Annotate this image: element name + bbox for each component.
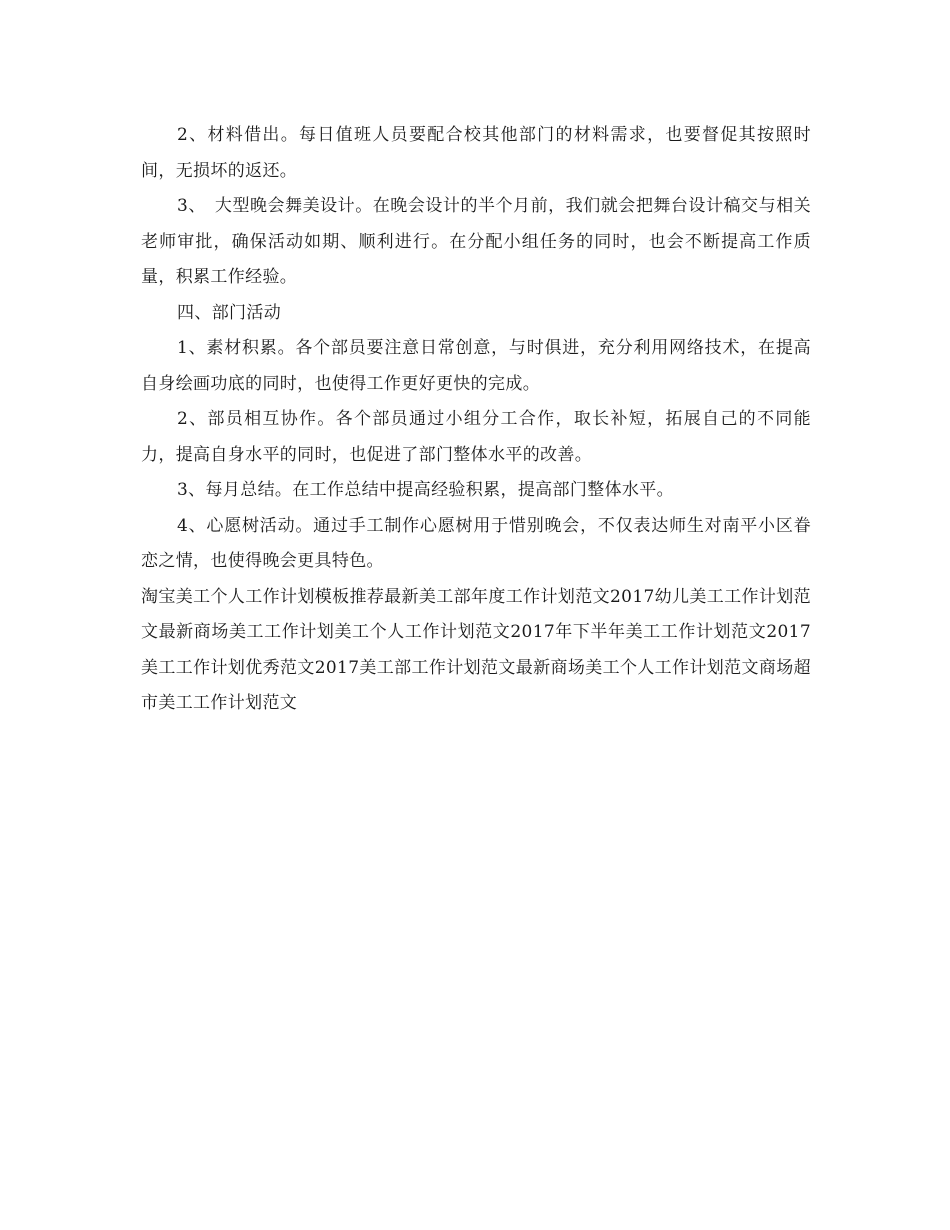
document-body xyxy=(141,118,811,722)
paragraph-monthly-summary: 3、每月总结。在工作总结中提高经验积累，提高部门整体水平。 xyxy=(177,480,674,500)
section-heading-department-activities: 四、部门活动 xyxy=(177,302,282,323)
paragraph-material-lending: 2、材料借出。每日值班人员要配合校其他部门的材料需求，也要督促其按照时间，无损坏的返还。 xyxy=(141,125,811,181)
paragraph-material-accumulation: 1、素材积累。各个部员要注意日常创意，与时俱进，充分利用网络技术，在提高自身绘画功底的同时，也使得工作更好更快的完成。 xyxy=(141,338,811,394)
paragraph-stage-design: 3、 大型晚会舞美设计。在晚会设计的半个月前，我们就会把舞台设计稿交与相关老师审批，确保活动如期、顺利进行。在分配小组任务的同时，也会不断提高工作质量，积累工作经验。 xyxy=(141,196,811,287)
related-articles-text: 淘宝美工个人工作计划模板推荐最新美工部年度工作计划范文2017幼儿美工工作计划范文最新商场美工工作计划美工个人工作计划范文2017年下半年美工工作计划范文2017美工工作计划优秀范文2017美工部工作计划范文最新商场美工个人工作计划范文商场超市美工工作计划范文 xyxy=(141,586,811,713)
paragraph-member-collaboration: 2、部员相互协作。各个部员通过小组分工合作，取长补短，拓展自己的不同能力，提高自身水平的同时，也促进了部门整体水平的改善。 xyxy=(141,409,811,465)
paragraph-wish-tree-activity: 4、心愿树活动。通过手工制作心愿树用于惜别晚会，不仅表达师生对南平小区眷恋之情，也使得晚会更具特色。 xyxy=(141,515,811,571)
